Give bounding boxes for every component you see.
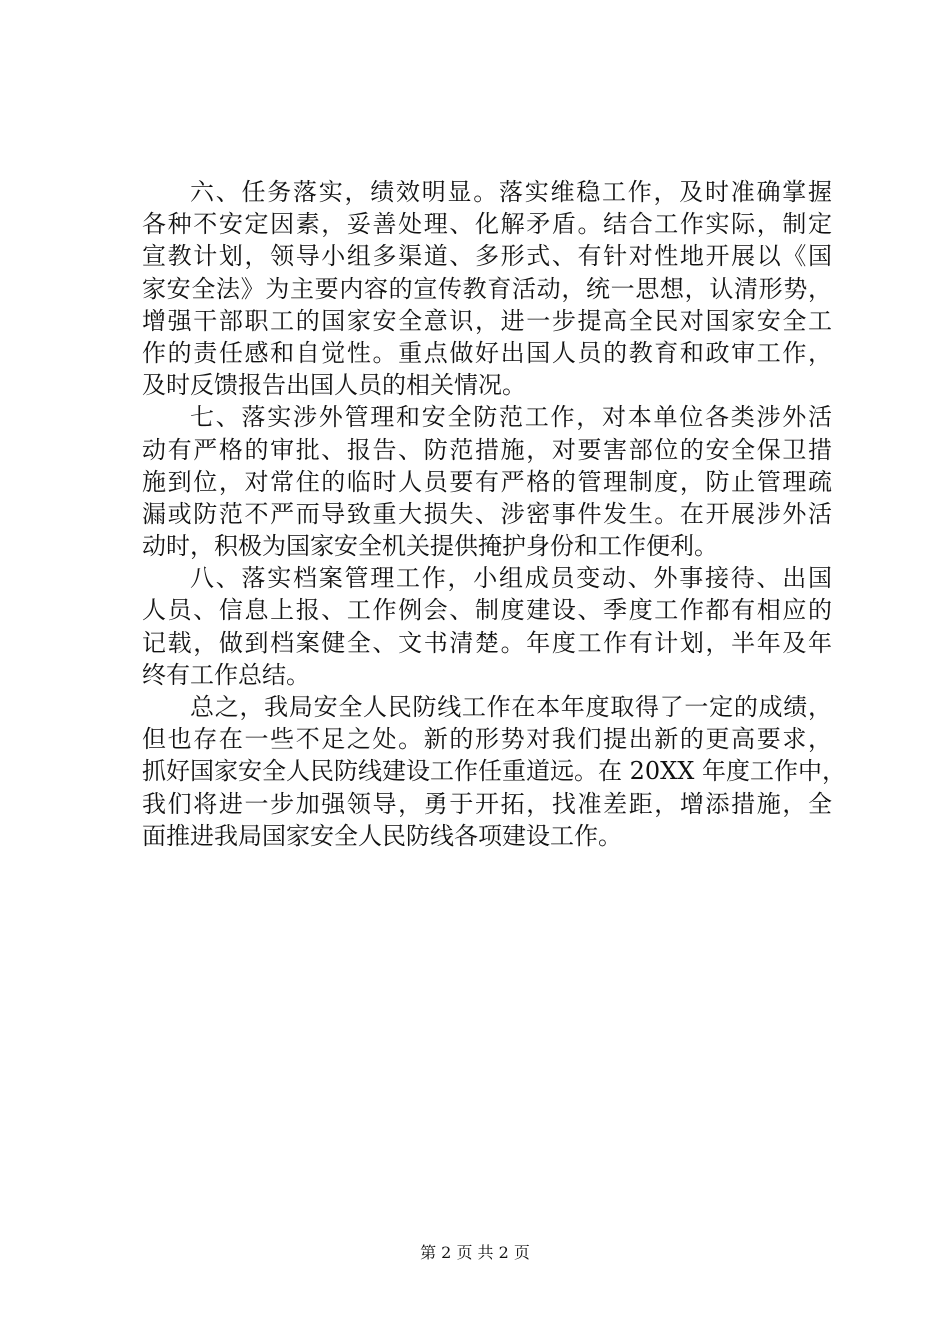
text-line: 总之，我局安全人民防线工作在本年度取得了一定的成绩， (190, 693, 832, 721)
paragraph-seven-foreign-affairs-security (142, 401, 832, 562)
text-line: 六、任务落实，绩效明显。落实维稳工作，及时准确掌握 (190, 178, 832, 206)
paragraph-six-task-implementation (142, 176, 832, 401)
text-line: 施到位，对常住的临时人员要有严格的管理制度，防止管理疏 (142, 467, 832, 496)
text-line: 漏或防范不严而导致重大损失、涉密事件发生。在开展涉外活 (142, 499, 832, 528)
text-line: 动时，积极为国家安全机关提供掩护身份和工作便利。 (142, 532, 718, 561)
paragraph-eight-archive-management (142, 562, 832, 691)
text-line: 家安全法》为主要内容的宣传教育活动，统一思想，认清形势， (142, 274, 832, 303)
text-line: 增强干部职工的国家安全意识，进一步提高全民对国家安全工 (142, 306, 832, 335)
text-line: 七、落实涉外管理和安全防范工作，对本单位各类涉外活 (190, 403, 832, 432)
text-line: 但也存在一些不足之处。新的形势对我们提出新的更高要求， (142, 725, 832, 754)
document-body (142, 176, 846, 852)
text-line: 宣教计划，领导小组多渠道、多形式、有针对性地开展以《国 (142, 242, 832, 271)
page-number-footer: 第 2 页 共 2 页 (420, 1243, 530, 1262)
text-line: 八、落实档案管理工作，小组成员变动、外事接待、出国 (190, 564, 832, 593)
text-line: 作的责任感和自觉性。重点做好出国人员的教育和政审工作， (142, 338, 832, 367)
text-line: 终有工作总结。 (142, 660, 310, 689)
paragraph-summary (142, 691, 846, 852)
text-line: 抓好国家安全人民防线建设工作任重道远。在 20XX 年度工作中， (142, 757, 846, 786)
text-line: 人员、信息上报、工作例会、制度建设、季度工作都有相应的 (142, 596, 832, 625)
text-line: 动有严格的审批、报告、防范措施，对要害部位的安全保卫措 (142, 435, 832, 464)
text-line: 及时反馈报告出国人员的相关情况。 (142, 371, 526, 400)
text-line: 各种不安定因素，妥善处理、化解矛盾。结合工作实际，制定 (142, 210, 832, 239)
text-line: 我们将进一步加强领导，勇于开拓，找准差距，增添措施，全 (142, 789, 832, 818)
text-line: 面推进我局国家安全人民防线各项建设工作。 (142, 821, 622, 850)
text-line: 记载，做到档案健全、文书清楚。年度工作有计划，半年及年 (142, 628, 832, 657)
